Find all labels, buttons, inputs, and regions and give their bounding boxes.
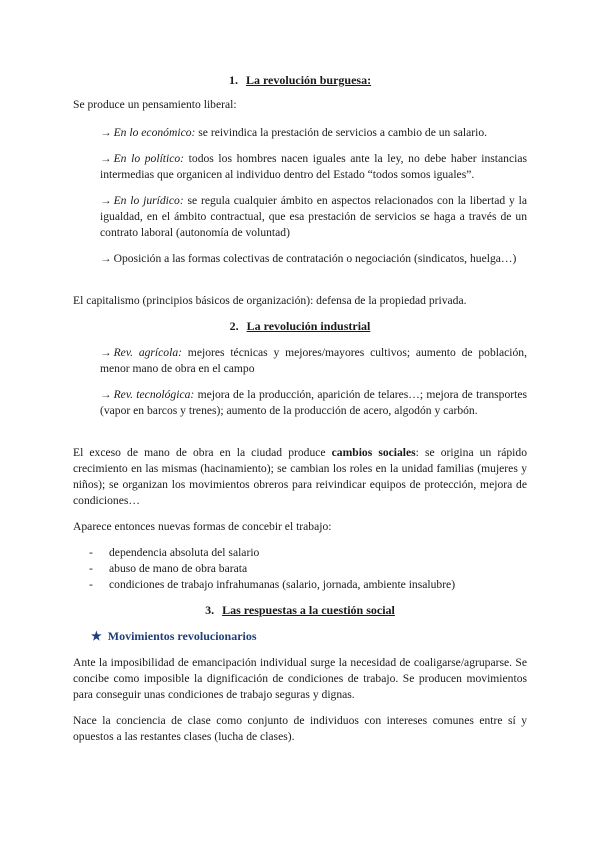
section-1-intro: Se produce un pensamiento liberal:: [73, 98, 237, 111]
section-2-item-agricola: → Rev. agrícola: mejores técnicas y mejores/mayores cultivos; aumento de población, menor mano de obra en el campo: [100, 346, 527, 375]
section-1-item-economico: → En lo económico: se reivindica la prestación de servicios a cambio de un salario.: [100, 126, 488, 139]
section-2-paragraph-cambios: El exceso de mano de obra en la ciudad produce cambios sociales: se origina un rápido crecimiento en las mismas (hacinamiento); se cambian los roles en la unidad familias (mujeres y niños); se organizan los movimientos obreros para reivindicar equipos de protección, mejora de condiciones…: [73, 446, 527, 507]
section-2-heading: [0, 319, 600, 334]
section-1-closing: El capitalismo (principios básicos de organización): defensa de la propiedad privada.: [73, 294, 467, 307]
section-3-heading: [0, 603, 600, 618]
section-1-title: La revolución burguesa:: [245, 73, 372, 87]
section-1-item-juridico: → En lo jurídico: se regula cualquier ámbito en aspectos relacionados con la libertad y la igualdad, en el ámbito contractual, que esa prestación de servicios se haga a través de un contrato laboral (autonomía de voluntad): [100, 194, 527, 239]
section-1-item-politico: → En lo político: todos los hombres nacen iguales ante la ley, no debe haber instancias intermedias que organicen al individuo dentro del Estado “todos somos iguales”.: [100, 152, 527, 181]
list-item: - dependencia absoluta del salario: [89, 546, 260, 559]
section-2-title: La revolución industrial: [246, 319, 371, 333]
section-3-subheading: ★ Movimientos revolucionarios: [91, 629, 257, 643]
section-2-item-tecnologica: → Rev. tecnológica: mejora de la producción, aparición de telares…; mejora de transportes (vapor en barcos y trenes); aumento de la producción de acero, algodón y carbón.: [100, 388, 527, 417]
section-2-number: 2.: [229, 319, 239, 333]
section-1-item-oposicion: → Oposición a las formas colectivas de contratación o negociación (sindicatos, huelga…): [100, 252, 517, 265]
section-3-title: Las respuestas a la cuestión social: [222, 603, 395, 617]
section-2-paragraph-formas: Aparece entonces nuevas formas de concebir el trabajo:: [73, 520, 332, 533]
star-icon: ★: [91, 629, 102, 643]
section-1-heading: [0, 73, 600, 88]
section-3-number: 3.: [205, 603, 215, 617]
section-3-paragraph-1: Ante la imposibilidad de emancipación individual surge la necesidad de coaligarse/agruparse. Se concibe como imposible la dignificación de condiciones de trabajo. Se producen movimientos para conseguir unas condiciones de trabajo seguras y dignas.: [73, 656, 527, 701]
list-item: - abuso de mano de obra barata: [89, 562, 248, 575]
section-1-number: 1.: [228, 73, 238, 87]
list-item: - condiciones de trabajo infrahumanas (salario, jornada, ambiente insalubre): [89, 578, 456, 591]
section-3-paragraph-2: Nace la conciencia de clase como conjunto de individuos con intereses comunes entre sí y opuestos a las restantes clases (lucha de clases).: [73, 714, 527, 743]
